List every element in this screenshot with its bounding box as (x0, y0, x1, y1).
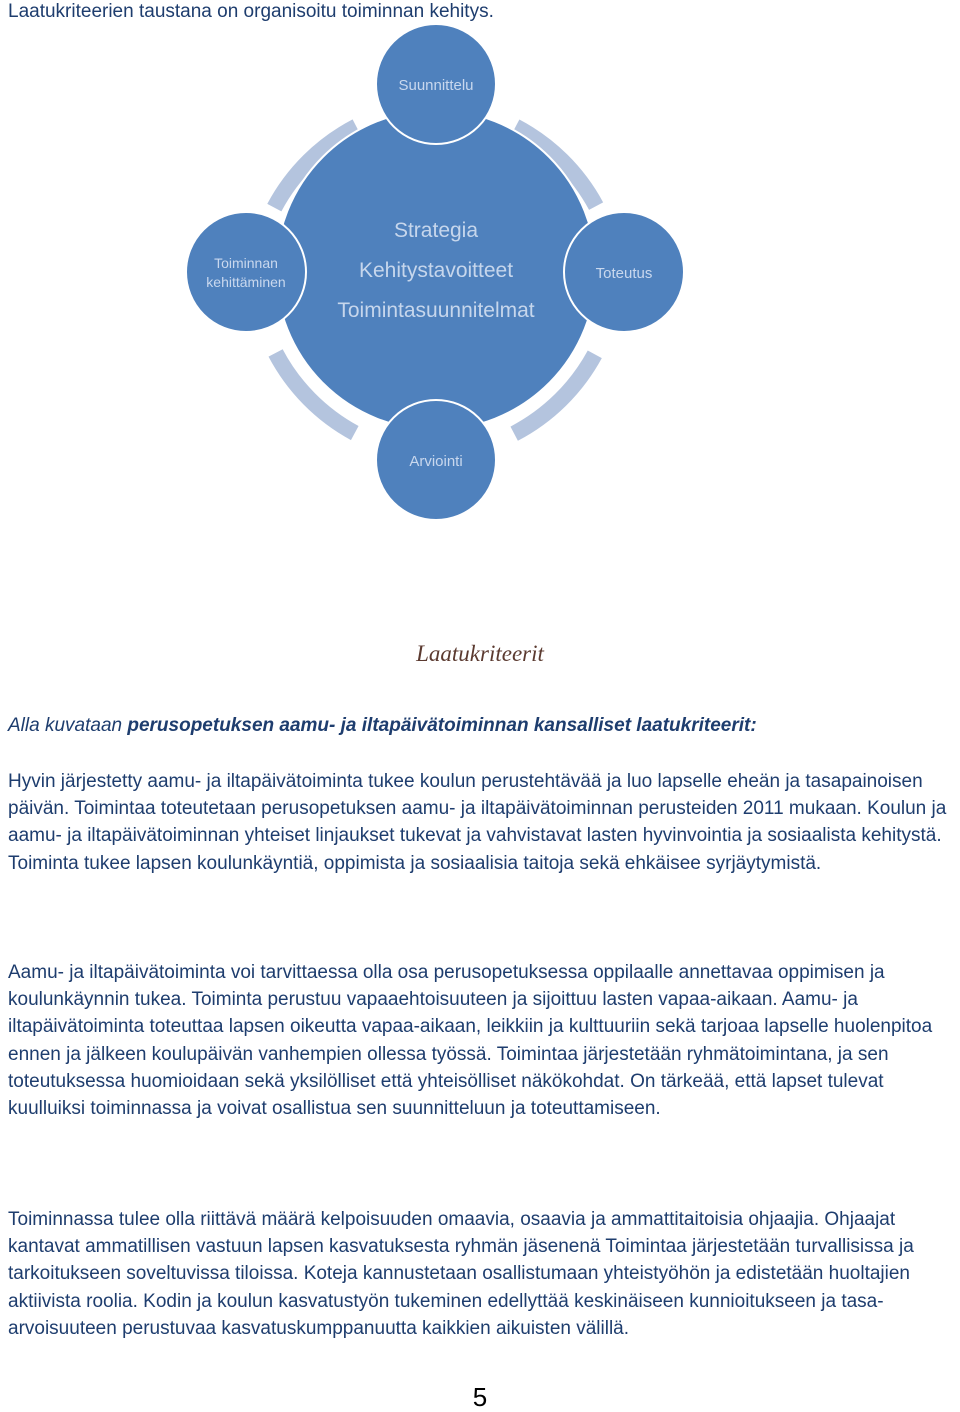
center-label-action-plans: Toimintasuunnitelmat (337, 299, 535, 322)
center-label-development-goals: Kehitystavoitteet (358, 259, 514, 282)
node-development (186, 212, 306, 332)
node-planning-label: Suunnittelu (398, 77, 474, 94)
node-implementation-label: Toteutus (595, 265, 653, 282)
section-title: Laatukriteerit (416, 641, 544, 666)
subtitle-emphasis: perusopetuksen aamu- ja iltapäivätoiminnan kansalliset laatukriteerit: (127, 715, 757, 736)
page-number: 5 (472, 1382, 488, 1412)
node-planning (376, 24, 496, 144)
node-evaluation-label: Arviointi (409, 453, 463, 470)
node-development-label-line2: kehittäminen (206, 274, 286, 290)
subtitle-intro: Alla kuvataan (8, 715, 128, 736)
paragraph-1: Hyvin järjestetty aamu- ja iltapäivätoiminta tukee koulun perustehtävää ja luo lapselle eheän ja tasapainoisen päivän. Toimintaa toteutetaan perusopetuksen aamu- ja iltapäivätoiminnan perusteiden 2011 mukaan. Koulun ja aamu- ja iltapäivätoiminnan yhteiset linjaukset tukevat ja vahvistavat lasten hyvinvointia ja sosiaalista kehitystä. Toiminta tukee lapsen koulunkäyntiä, oppimista ja sosiaalisia taitoja sekä ehkäisee syrjäytymistä. (8, 771, 947, 874)
center-label-strategy: Strategia (393, 219, 479, 242)
intro-text: Laatukriteerien taustana on organisoitu toiminnan kehitys. (8, 1, 494, 22)
node-implementation (564, 212, 684, 332)
quality-cycle-diagram (0, 0, 960, 640)
node-development-label-line1: Toiminnan (214, 255, 278, 271)
paragraph-2: Aamu- ja iltapäivätoiminta voi tarvittaessa olla osa perusopetuksessa oppilaalle annettavaa oppimisen ja koulunkäynnin tukea. Toiminta perustuu vapaaehtoisuuteen ja sijoittuu lasten vapaa-aikaan. Aamu- ja iltapäivätoiminta toteuttaa lapsen oikeutta vapaa-aikaan, leikkiin ja kulttuuriin sekä tarjoaa lapselle huolenpitoa ennen ja jälkeen koulupäivän vanhempien ollessa työssä. Toimintaa järjestetään ryhmätoimintana, ja sen toteutuksessa huomioidaan sekä yksilölliset että yhteisölliset näkökohdat. On tärkeää, että lapset tulevat kuulluiksi toiminnassa ja voivat osallistua sen suunnitteluun ja toteuttamiseen. (8, 962, 933, 1120)
paragraph-3: Toiminnassa tulee olla riittävä määrä kelpoisuuden omaavia, osaavia ja ammattitaitoisia ohjaajia. Ohjaajat kantavat ammatillisen vastuun lapsen kasvatuksesta ryhmän jäsenenä Toimintaa järjestetään turvallisissa ja tarkoitukseen soveltuvissa tiloissa. Koteja kannustetaan osallistumaan yhteistyöhön ja edistetään huoltajien aktiivista roolia. Kodin ja koulun kasvatustyön tukeminen edellyttää keskinäiseen kunnioitukseen ja tasa-arvoisuuteen perustuvaa kasvatuskumppanuutta kaikkien aikuisten välillä. (8, 1209, 914, 1339)
center-node (276, 110, 596, 430)
subtitle (8, 714, 757, 738)
node-evaluation (376, 400, 496, 520)
